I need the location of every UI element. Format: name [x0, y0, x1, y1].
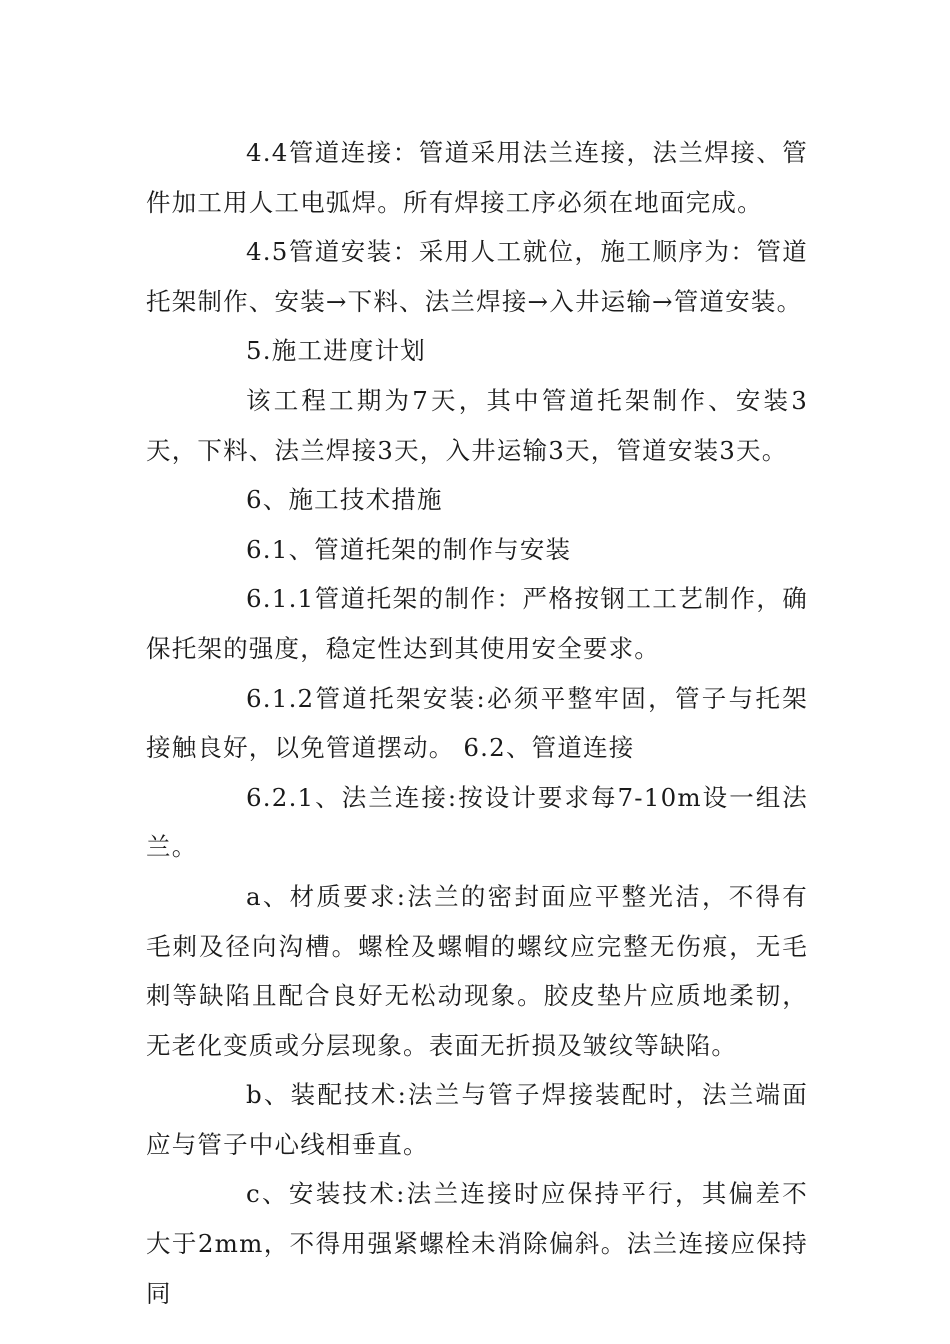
paragraph-6-1-2-bracket-installation: 6.1.2管道托架安装:必须平整牢固，管子与托架接触良好，以免管道摆动。 6.2、管道连接	[146, 683, 808, 763]
paragraph-6-2-1-flange-connection: 6.2.1、法兰连接:按设计要求每7-10m设一组法兰。	[146, 782, 808, 862]
heading-5-schedule: 5.施工进度计划	[246, 336, 426, 366]
paragraph-b-assembly-technique: b、装配技术:法兰与管子焊接装配时，法兰端面应与管子中心线相垂直。	[146, 1080, 808, 1159]
heading-6-1-bracket: 6.1、管道托架的制作与安装	[246, 534, 572, 564]
paragraph-schedule-details: 该工程工期为7天，其中管道托架制作、安装3天，下料、法兰焊接3天，入井运输3天，管道安装3天。	[146, 385, 808, 465]
heading-6-technical-measures: 6、施工技术措施	[246, 485, 443, 515]
paragraph-4-4-pipe-connection: 4.4管道连接：管道采用法兰连接，法兰焊接、管件加工用人工电弧焊。所有焊接工序必须在地面完成。	[146, 138, 808, 217]
document-body	[146, 128, 808, 1318]
paragraph-c-installation-technique: c、安装技术:法兰连接时应保持平行，其偏差不大于2mm，不得用强紧螺栓未消除偏斜。法兰连接应保持同	[146, 1179, 808, 1308]
paragraph-4-5-pipe-installation: 4.5管道安装：采用人工就位，施工顺序为：管道托架制作、安装→下料、法兰焊接→入井运输→管道安装。	[146, 237, 808, 316]
paragraph-a-material-requirements: a、材质要求:法兰的密封面应平整光洁，不得有毛刺及径向沟槽。螺栓及螺帽的螺纹应完整无伤痕，无毛刺等缺陷且配合良好无松动现象。胶皮垫片应质地柔韧，无老化变质或分层现象。表面无折损及皱纹等缺陷。	[146, 881, 808, 1060]
paragraph-6-1-1-bracket-fabrication: 6.1.1管道托架的制作：严格按钢工工艺制作，确保托架的强度，稳定性达到其使用安全要求。	[146, 584, 808, 663]
